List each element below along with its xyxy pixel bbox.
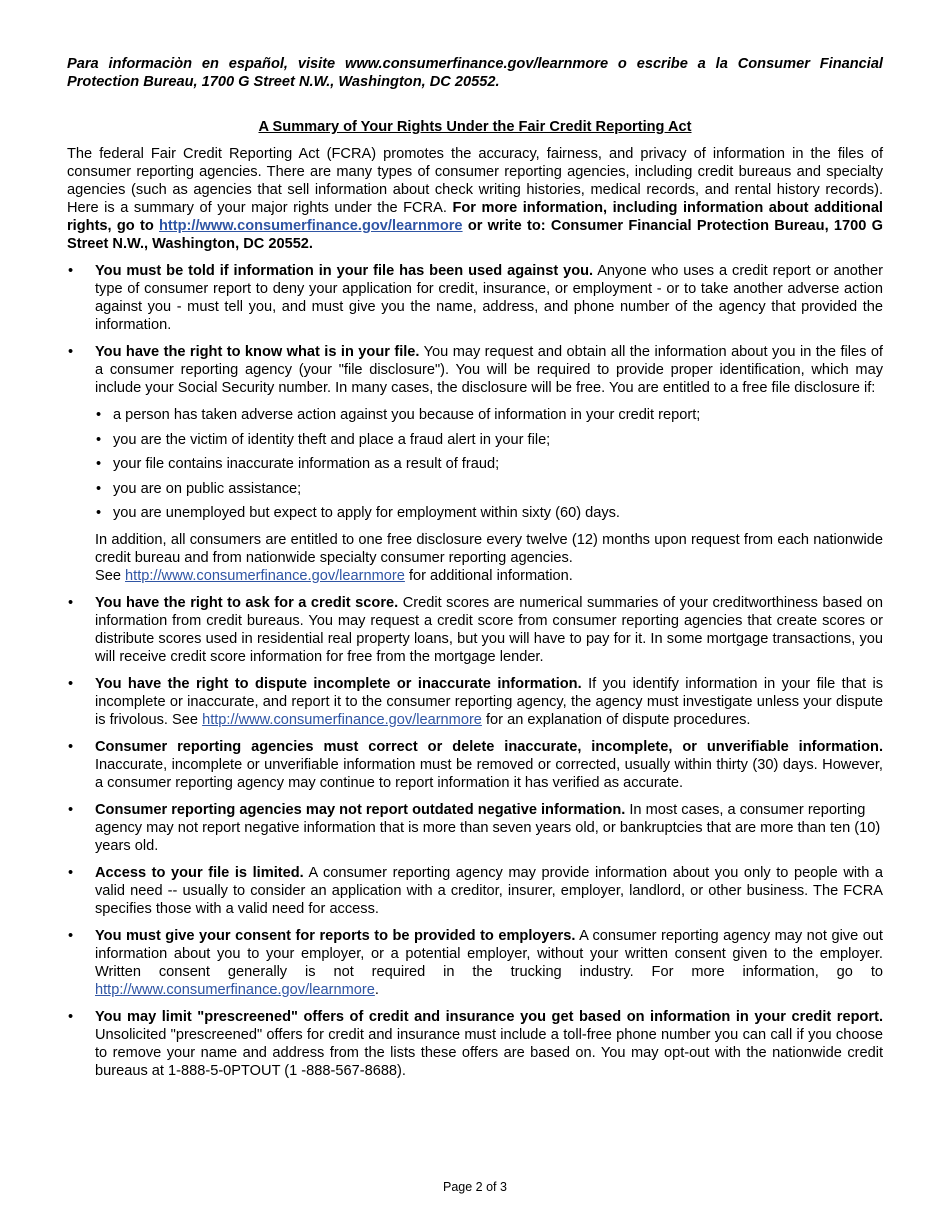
right-body: If you identify information in your file that is incomplete or inaccurate, and report it to the consumer reporting agency, the agency must investigate unless your dispute is frivolous. See <box>95 676 883 728</box>
right-body: A consumer reporting agency may not give out information about you to your employer, or a potential employer, without your written consent given to the employer. Written consent generally is not required in the trucking industry. For more information, go to <box>95 928 883 980</box>
intro-paragraph <box>67 145 883 253</box>
spanish-notice: Para informaciὸn en español, visite www.consumerfinance.gov/learnmore o escribe a la Consumer Financial Protection Bureau, 1700 G Street N.W., Washington, DC 20552. <box>67 56 883 90</box>
right-heading: You have the right to ask for a credit score. <box>95 595 399 611</box>
page-number: Page 2 of 3 <box>443 1180 507 1194</box>
learnmore-link[interactable]: http://www.consumerfinance.gov/learnmore <box>95 982 375 998</box>
right-body: A consumer reporting agency may provide information about you only to people with a valid need -- usually to consider an application with a creditor, insurer, employer, landlord, or other business. The FCRA specifies those with a valid need for access. <box>95 865 883 917</box>
right-item-dispute <box>67 675 883 729</box>
right-heading: Consumer reporting agencies must correct or delete inaccurate, incomplete, or unverifiable information. <box>95 739 883 755</box>
right-heading: You have the right to dispute incomplete or inaccurate information. <box>95 676 582 692</box>
right-tail: . <box>374 982 379 998</box>
see-prefix: See <box>95 568 126 584</box>
right-heading: You must be told if information in your file has been used against you. <box>95 263 594 279</box>
learnmore-link[interactable]: http://www.consumerfinance.gov/learnmore <box>125 568 405 584</box>
intro-bold-lead: For more information, including information about additional rights, go to <box>67 200 883 234</box>
right-item-credit-score <box>67 594 883 666</box>
document-page <box>67 55 883 1089</box>
right-body: Credit scores are numerical summaries of your creditworthiness based on information from credit bureaus. You may request a credit score from consumer reporting agencies that create scores or distribute scores used in residential real property loans, but you will have to pay for it. In some mortgage transactions, you will receive credit score information for free from the mortgage lender. <box>95 595 883 665</box>
right-heading: You must give your consent for reports to be provided to employers. <box>95 928 576 944</box>
right-item-prescreened-offers <box>67 1008 883 1080</box>
right-body: You may request and obtain all the information about you in the files of a consumer reporting agency (your "file disclosure"). You will be required to provide proper identification, which may include your Social Security number. In many cases, the disclosure will be free. You are entitled to a free file disclosure if: <box>95 344 883 396</box>
learnmore-link[interactable]: http://www.consumerfinance.gov/learnmore <box>159 218 463 234</box>
condition-item: • you are the victim of identity theft and place a fraud alert in your file; <box>95 431 883 449</box>
condition-item: • you are on public assistance; <box>95 480 883 498</box>
right-item-correct-or-delete <box>67 738 883 792</box>
condition-item: • your file contains inaccurate information as a result of fraud; <box>95 455 883 473</box>
condition-item: • a person has taken adverse action against you because of information in your credit report; <box>95 406 883 424</box>
right-body: Unsolicited "prescreened" offers for credit and insurance must include a toll-free phone number you can call if you choose to remove your name and address from the lists these offers are based on. You may opt-out with the nationwide credit bureaus at 1-888-5-0PTOUT (1 -888-567-8688). <box>95 1027 883 1079</box>
right-heading: Consumer reporting agencies may not report outdated negative information. <box>95 802 626 818</box>
see-suffix: for additional information. <box>404 568 573 584</box>
condition-item: • you are unemployed but expect to apply for employment within sixty (60) days. <box>95 504 883 522</box>
right-body: Inaccurate, incomplete or unverifiable information must be removed or corrected, usually within thirty (30) days. However, a consumer reporting agency may continue to report information it has verified as accurate. <box>95 757 883 791</box>
rights-list <box>67 262 883 1080</box>
right-heading: You may limit "prescreened" offers of credit and insurance you get based on information in your credit report. <box>95 1009 883 1025</box>
right-item-know-your-file <box>67 343 883 585</box>
additional-disclosure-text <box>95 531 883 585</box>
right-heading: Access to your file is limited. <box>95 865 304 881</box>
right-item-employer-consent <box>67 927 883 999</box>
right-item-access-limited <box>67 864 883 918</box>
right-item-outdated-info <box>67 801 883 855</box>
additional-text: In addition, all consumers are entitled to one free disclosure every twelve (12) months upon request from each nationwide credit bureau and from nationwide specialty consumer reporting agencies. <box>95 532 883 566</box>
learnmore-link[interactable]: http://www.consumerfinance.gov/learnmore <box>202 712 482 728</box>
free-disclosure-conditions <box>95 406 883 522</box>
right-heading: You have the right to know what is in your file. <box>95 344 420 360</box>
right-body: Anyone who uses a credit report or another type of consumer report to deny your application for credit, insurance, or employment - or to take another adverse action against you - must tell you, and must give you the name, address, and phone number of the agency that provided the information. <box>95 263 884 333</box>
intro-bold-tail: or write to: Consumer Financial Protection Bureau, 1700 G Street N.W., Washington, DC 20552. <box>67 218 883 252</box>
intro-text: The federal Fair Credit Reporting Act (FCRA) promotes the accuracy, fairness, and privacy of information in the files of consumer reporting agencies. There are many types of consumer reporting agencies, including credit bureaus and specialty agencies (such as agencies that sell information about check writing histories, medical records, and rental history records). Here is a summary of your major rights under the FCRA. <box>67 146 883 216</box>
right-tail: for an explanation of dispute procedures. <box>481 712 751 728</box>
right-item-told-if-used-against <box>67 262 883 334</box>
right-body: In most cases, a consumer reporting agency may not report negative information that is more than seven years old, or bankruptcies that are more than ten (10) years old. <box>95 802 881 854</box>
page-title: A Summary of Your Rights Under the Fair Credit Reporting Act <box>258 119 692 135</box>
